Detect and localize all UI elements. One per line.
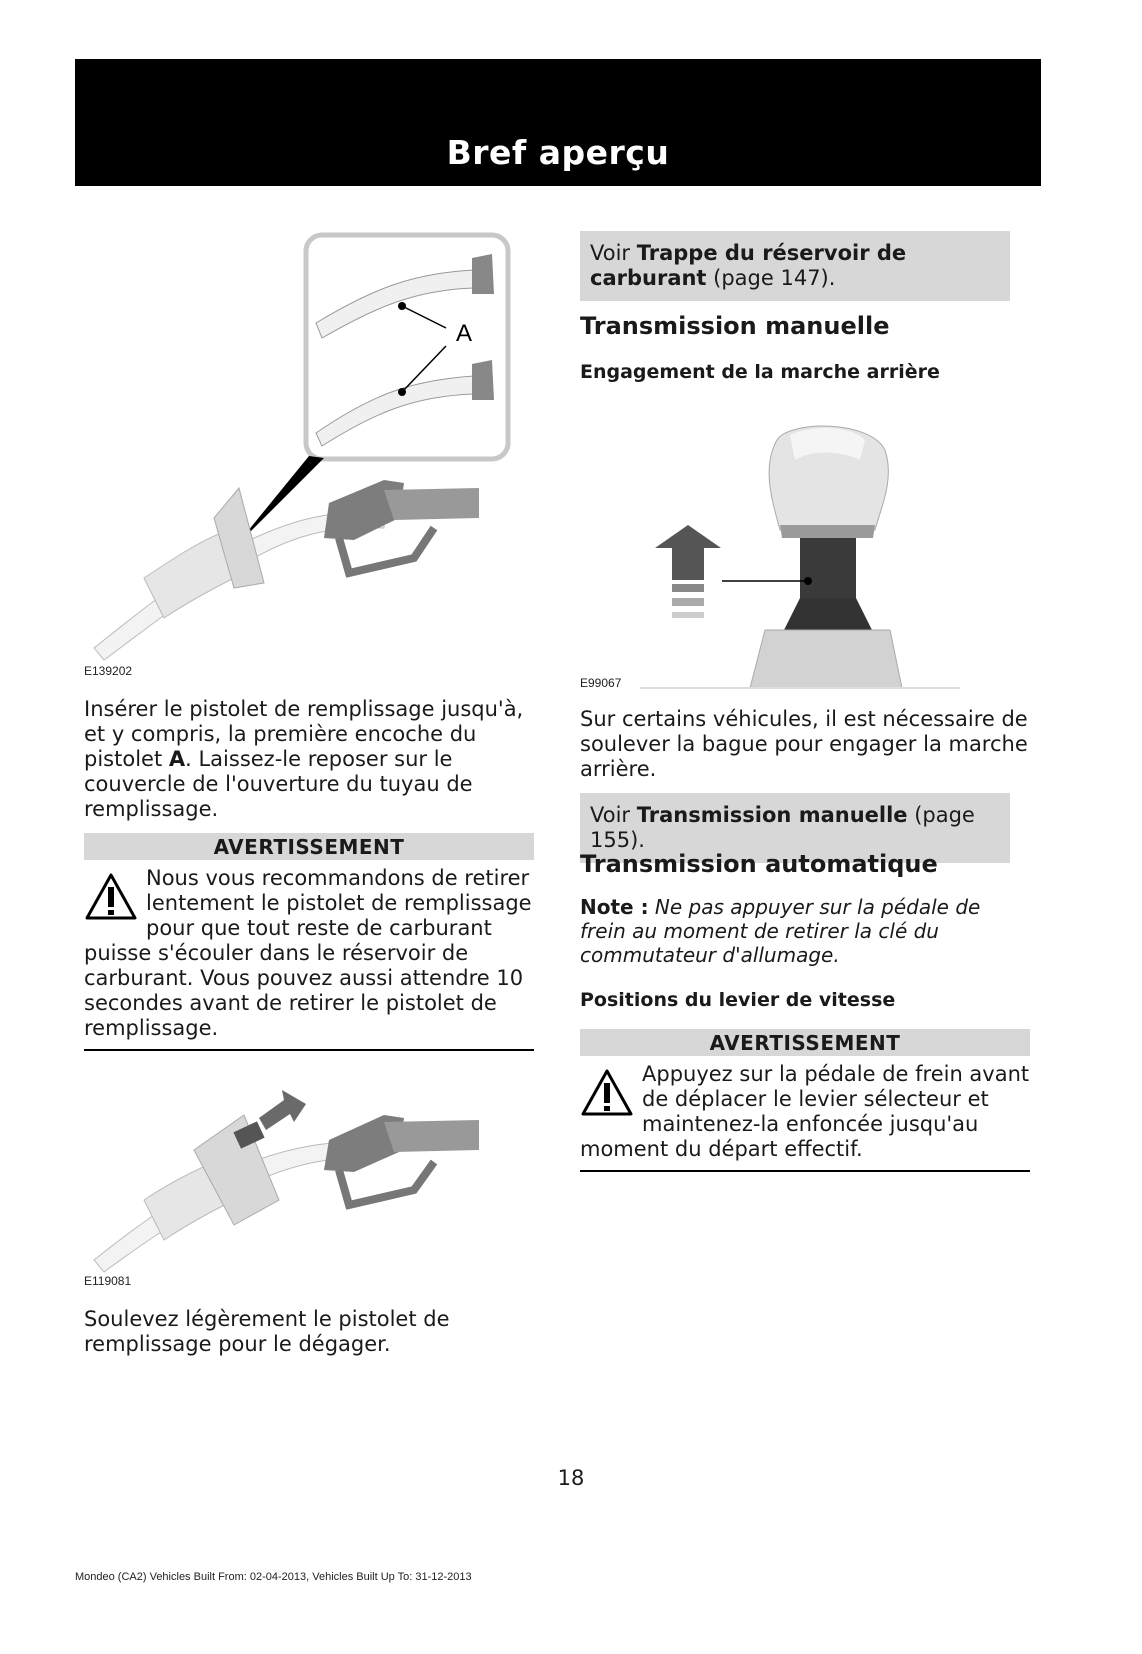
subsection-heading-reverse: Engagement de la marche arrière [580,361,940,383]
subsection-heading-positions: Positions du levier de vitesse [580,989,896,1011]
warning-block-left: AVERTISSEMENT Nous vous recommandons de retirer lentement le pistolet de remplissage pour que tout reste de carburant puisse s'écouler dans le réservoir de carburant. Vous pouvez aussi attendre 10 secondes avant de retirer le pistolet de remplissage. [84,833,534,1051]
figure-code: E119081 [84,1274,132,1288]
footer-text: Mondeo (CA2) Vehicles Built From: 02-04-2013, Vehicles Built Up To: 31-12-2013 [75,1571,472,1583]
reverse-instruction: Sur certains véhicules, il est nécessaire de soulever la bague pour engager la marche arrière. [580,707,1028,781]
page-number: 18 [557,1466,585,1490]
warning-triangle-icon [580,1068,634,1118]
section-heading-manual: Transmission manuelle [580,312,890,340]
gear-knob-figure [640,420,960,690]
section-heading-automatic: Transmission automatique [580,850,938,878]
cross-reference-link[interactable]: Transmission manuelle [636,803,908,827]
nozzle-removal-instruction: Soulevez légèrement le pistolet de remplissage pour le dégager. [84,1307,450,1356]
cross-reference-link[interactable]: Trappe du réservoir de carburant [590,241,907,290]
warning-block-right: AVERTISSEMENT Appuyez sur la pédale de frein avant de déplacer le levier sélecteur et maintenez-la enfoncée jusqu'au moment du départ effectif. [580,1029,1030,1172]
figure-code: E99067 [580,676,622,690]
see-reference-manual: Voir Transmission manuelle (page 155). [580,793,1010,863]
warning-heading: AVERTISSEMENT [580,1029,1030,1056]
warning-heading: AVERTISSEMENT [84,833,534,860]
note-text: Note : Ne pas appuyer sur la pédale de frein au moment de retirer la clé du commutateur d'allumage. [580,895,981,967]
fuel-nozzle-figure [84,228,514,680]
warning-triangle-icon [84,872,138,922]
page-header [75,59,1041,186]
figure-code: E139202 [84,664,133,678]
see-reference-fuel-flap: Voir Trappe du réservoir de carburant (page 147). [580,231,1010,301]
page-title: Bref aperçu [446,133,670,172]
refuel-instruction: Insérer le pistolet de remplissage jusqu'à, et y compris, la première encoche du pistolet A. Laissez-le reposer sur le couvercle de l'ouverture du tuyau de remplissage. [84,697,524,821]
callout-a-label: A [456,320,473,347]
nozzle-removal-figure [84,1090,514,1280]
